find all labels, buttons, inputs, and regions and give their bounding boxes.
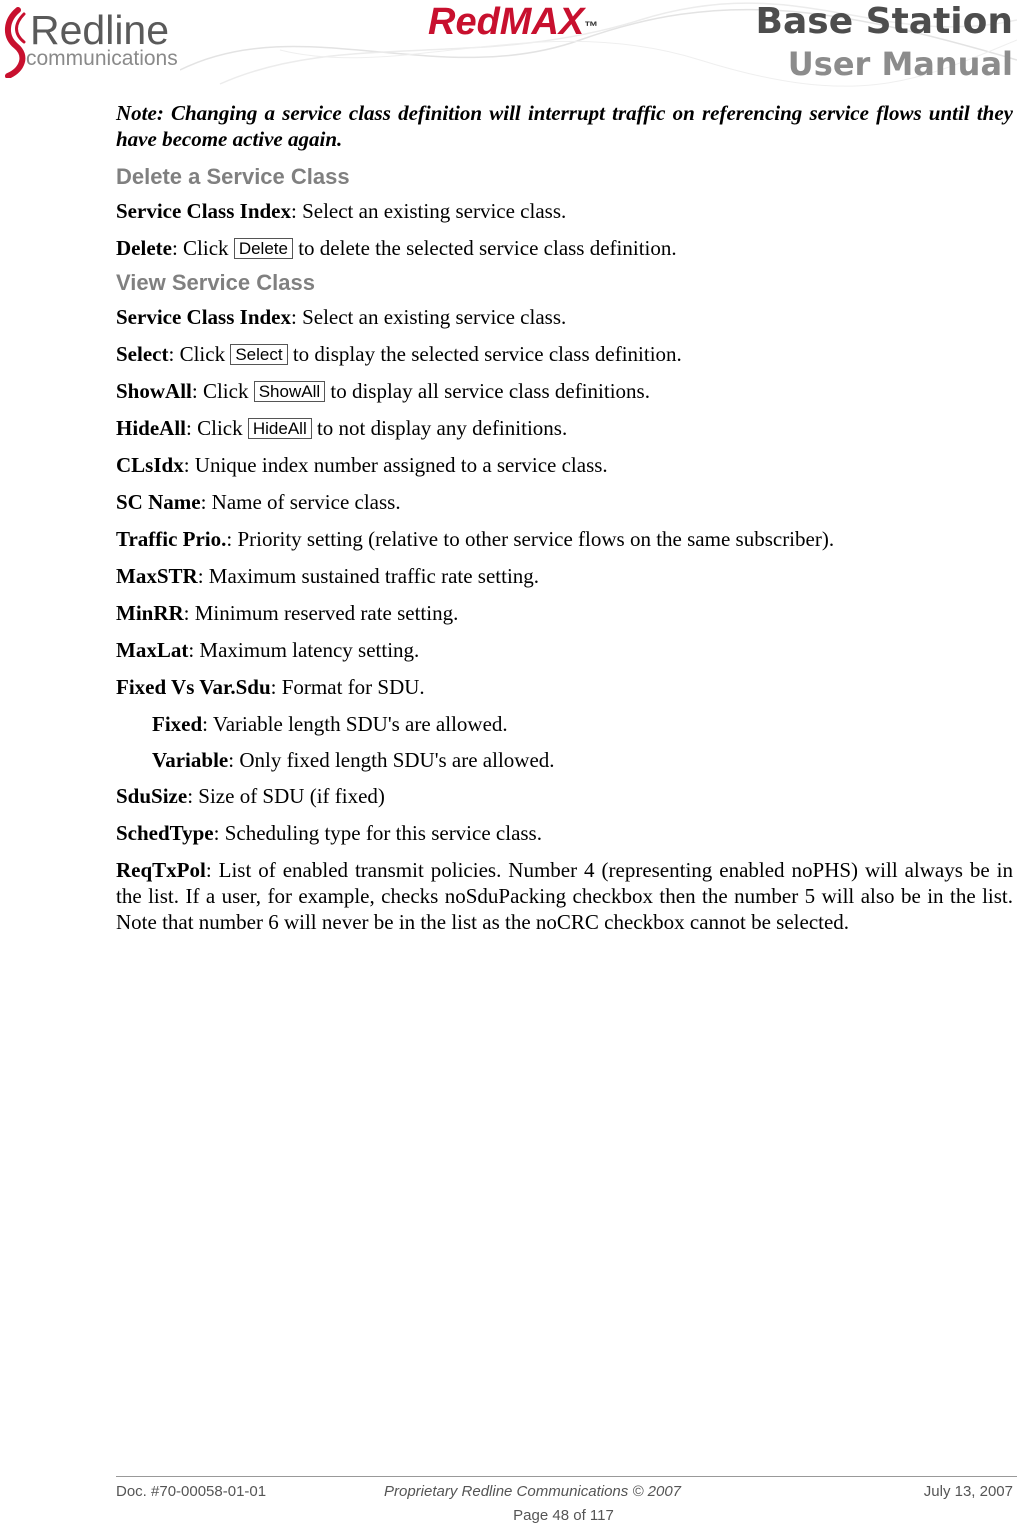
logo-wordmark: Redline — [30, 7, 170, 53]
footer-divider — [116, 1476, 1017, 1477]
footer-date: July 13, 2007 — [923, 1483, 1013, 1500]
term: Delete — [116, 236, 172, 260]
select-button[interactable]: Select — [230, 344, 287, 365]
page-content — [116, 100, 1013, 935]
term: SduSize — [116, 784, 188, 808]
term: MinRR — [116, 601, 184, 625]
term: Service Class Index — [116, 199, 291, 223]
definition-line — [116, 820, 1013, 846]
brand-trademark: ™ — [584, 18, 599, 34]
desc: : Click — [171, 236, 234, 260]
footer-page-number: Page 48 of 117 — [513, 1507, 614, 1524]
brand-max: MAX — [499, 1, 585, 43]
definition-line — [116, 637, 1013, 663]
definition-line — [116, 674, 1013, 700]
definition-line — [116, 563, 1013, 589]
desc: : Format for SDU. — [270, 675, 425, 699]
note-paragraph: Note: Changing a service class definition will interrupt traffic on referencing service flows until they have become active again. — [116, 101, 1013, 151]
desc: to display the selected service class definition. — [287, 342, 682, 366]
term: MaxSTR — [116, 564, 198, 588]
heading-delete-service-class: Delete a Service Class — [116, 164, 350, 189]
desc: to delete the selected service class definition. — [292, 236, 677, 260]
desc: : Name of service class. — [200, 490, 401, 514]
desc: to not display any definitions. — [311, 416, 568, 440]
term: CLsIdx — [116, 453, 184, 477]
desc: : Click — [191, 379, 254, 403]
desc: : Variable length SDU's are allowed. — [202, 712, 508, 736]
term: Service Class Index — [116, 305, 291, 329]
definition-line — [116, 600, 1013, 626]
desc: : Select an existing service class. — [291, 199, 567, 223]
showall-button[interactable]: ShowAll — [254, 381, 325, 402]
term: SC Name — [116, 490, 201, 514]
desc: : Maximum latency setting. — [188, 638, 420, 662]
delete-button[interactable]: Delete — [234, 238, 293, 259]
page-header — [0, 0, 1017, 88]
term: SchedType — [116, 821, 214, 845]
definition-line — [116, 489, 1013, 515]
hideall-button[interactable]: HideAll — [248, 418, 312, 439]
term: ReqTxPol — [116, 858, 206, 882]
term: Select — [116, 342, 169, 366]
desc: : Maximum sustained traffic rate setting. — [197, 564, 540, 588]
redline-logo — [0, 4, 210, 76]
brand-red: Red — [428, 1, 500, 43]
desc: : Minimum reserved rate setting. — [183, 601, 459, 625]
desc: to display all service class definitions. — [325, 379, 650, 403]
footer-doc-number: Doc. #70-00058-01-01 — [116, 1483, 267, 1500]
desc: : Only fixed length SDU's are allowed. — [228, 748, 555, 772]
desc: : Priority setting (relative to other service flows on the same subscriber). — [226, 527, 835, 551]
delete-action-line — [116, 235, 1013, 261]
desc: : Unique index number assigned to a service class. — [183, 453, 608, 477]
desc: : Size of SDU (if fixed) — [187, 784, 385, 808]
doc-title-line2: User Manual — [787, 45, 1013, 83]
view-index-line — [116, 304, 1013, 330]
term: Fixed — [152, 712, 203, 736]
term: Variable — [152, 748, 229, 772]
showall-action-line — [116, 378, 1013, 404]
select-action-line — [116, 341, 1013, 367]
footer-proprietary: Proprietary Redline Communications © 2007 — [384, 1483, 682, 1500]
definition-line — [116, 783, 1013, 809]
desc: : Click — [168, 342, 231, 366]
term: Fixed Vs Var.Sdu — [116, 675, 271, 699]
redmax-brand — [428, 0, 598, 44]
desc: : Select an existing service class. — [291, 305, 567, 329]
desc: : Click — [186, 416, 248, 440]
delete-index-line — [116, 198, 1013, 224]
hideall-action-line — [116, 415, 1013, 441]
definition-line — [116, 857, 1013, 935]
term: MaxLat — [116, 638, 189, 662]
definition-subline — [116, 711, 1013, 737]
logo-subtitle: communications — [26, 47, 178, 70]
doc-title-line1: Base Station — [755, 1, 1013, 42]
term: HideAll — [116, 416, 187, 440]
definition-line — [116, 452, 1013, 478]
definition-subline — [116, 747, 1013, 773]
definition-line — [116, 526, 1013, 552]
desc: : Scheduling type for this service class. — [213, 821, 542, 845]
desc: : List of enabled transmit policies. Number 4 (representing enabled noPHS) will always be in the list. If a user, for example, checks noSduPacking checkbox then the number 5 will also be in the list. Note that number 6 will never be in the list as the noCRC checkbox cannot be selected. — [116, 858, 1013, 934]
term: ShowAll — [116, 379, 192, 403]
term: Traffic Prio. — [116, 527, 227, 551]
heading-view-service-class: View Service Class — [116, 270, 315, 295]
